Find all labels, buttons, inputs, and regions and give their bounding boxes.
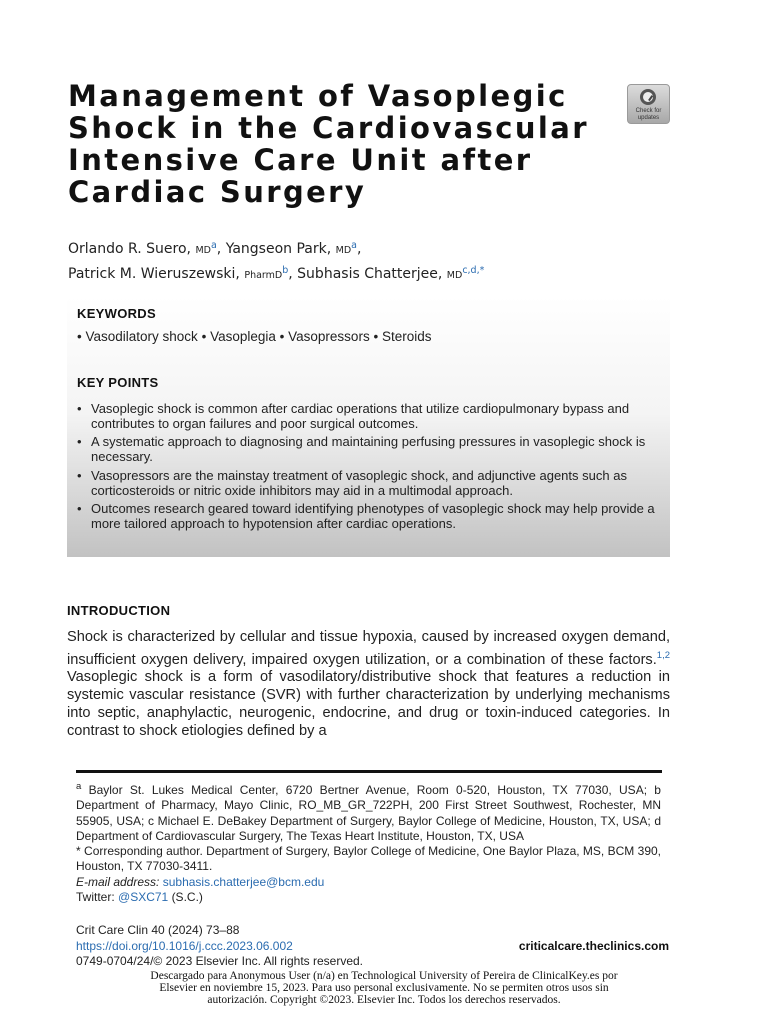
key-point: • A systematic approach to diagnosing and maintaining perfusing pressures in vasoplegic shock is necessary. [77,435,662,464]
copyright: 0749-0704/24/© 2023 Elsevier Inc. All rights reserved. [76,954,364,968]
keyword: Vasodilatory shock [85,329,198,344]
keywords-list: • Vasodilatory shock • Vasoplegia • Vasopressors • Steroids [77,329,432,344]
key-point: • Vasopressors are the mainstay treatment of vasoplegic shock, and adjunctive agents such as corticosteroids or nitric oxide inhibitors may aid in a multimodal approach. [77,469,662,498]
author-list [68,236,688,286]
check-updates-icon [640,89,656,105]
author-name: Subhasis Chatterjee, [297,266,443,282]
keyword: Steroids [381,329,432,344]
author-line-2: Patrick M. Wieruszewski, PharmD$^b$, Subhasis Chatterjee, MD$^{c,d,*}$ [68,265,485,282]
journal-citation: Crit Care Clin 40 (2024) 73–88 [76,923,240,937]
keywords-keypoints-box [67,296,670,557]
introduction-heading: INTRODUCTION [67,603,171,618]
keyword: Vasopressors [288,329,370,344]
affiliation-mark[interactable]: b [282,265,289,276]
email-link[interactable]: subhasis.chatterjee@bcm.edu [162,874,325,889]
keywords-heading: KEYWORDS [77,306,156,321]
key-point: • Outcomes research geared toward identifying phenotypes of vasoplegic shock may help provide a more tailored approach to hypotension after cardiac operations. [77,502,662,531]
corresponding-author: * Corresponding author. Department of Surgery, Baylor College of Medicine, One Baylor Plaza, MS, BCM 390, Houston, TX 77030-3411. [76,844,661,874]
author-degree: PharmD [244,270,283,281]
introduction-paragraph: Shock is characterized by cellular and tissue hypoxia, caused by increased oxygen demand, insufficient oxygen delivery, impaired oxygen utilization, or a combination of these factors.$^{1,2}$ Vasoplegic shock is a form of vasodilatory/distributive shock that features a reduction in systemic vascular resistance (SVR) with further characterization by underlying mechanisms into septic, anaphylactic, neurogenic, endocrine, and drug or toxin-induced categories. In contrast to shock etiologies defined by a [67,629,670,739]
keyword: Vasoplegia [210,329,276,344]
download-notice: Descargado para Anonymous User (n/a) en Technological University of Pereira de ClinicalKey.es por Elsevier en noviembre 15, 2023. Para uso personal exclusivamente. No se permiten otros usos sin autorización. Copyright ©2023. Elsevier Inc. Todos los derechos reservados. [150,970,618,1006]
badge-label: Check for updates [635,108,662,121]
footnotes [76,779,661,905]
author-degree: MD [446,270,463,281]
author-name: Yangseon Park, [225,241,332,257]
doi-link[interactable]: https://doi.org/10.1016/j.ccc.2023.06.002 [76,938,293,953]
key-points-heading: KEY POINTS [77,375,159,390]
author-name: Patrick M. Wieruszewski, [68,266,240,282]
twitter-line: Twitter: @SXC71 (S.C.) [76,890,203,905]
affiliation-mark[interactable]: a [210,240,217,251]
email-line: E-mail address: subhasis.chatterjee@bcm.edu [76,874,325,889]
affiliation-mark[interactable]: a [351,240,357,251]
citation-link[interactable]: 1,2 [656,649,670,661]
check-for-updates-badge[interactable] [627,84,670,124]
author-line-1: Orlando R. Suero, MD$^a$, Yangseon Park, MD$^a$, [68,240,362,257]
article-title: Management of Vasoplegic Shock in the Cardiovascular Intensive Care Unit after Cardiac Surgery [68,79,589,209]
footnote-divider [76,770,662,773]
affiliations: $^a$ Baylor St. Lukes Medical Center, 6720 Bertner Avenue, Room 0-520, Houston, TX 77030, USA; b Department of Pharmacy, Mayo Clinic, RO_MB_GR_722PH, 200 First Street Southwest, Rochester, MN 55905, USA; c Michael E. DeBakey Department of Surgery, Baylor College of Medicine, Houston, TX, USA; d Department of Cardiovascular Surgery, The Texas Heart Institute, Houston, TX, USA [76,781,661,843]
twitter-link[interactable]: @SXC71 [118,890,169,905]
key-point: • Vasoplegic shock is common after cardiac operations that utilize cardiopulmonary bypass and contributes to organ failures and poor surgical outcomes. [77,402,662,431]
author-degree: MD [195,245,211,256]
affiliation-mark[interactable]: c,d,* [462,265,485,276]
author-name: Orlando R. Suero, [68,241,191,257]
key-points-list [77,402,662,536]
journal-website[interactable]: criticalcare.theclinics.com [518,939,669,953]
author-degree: MD [335,245,352,256]
